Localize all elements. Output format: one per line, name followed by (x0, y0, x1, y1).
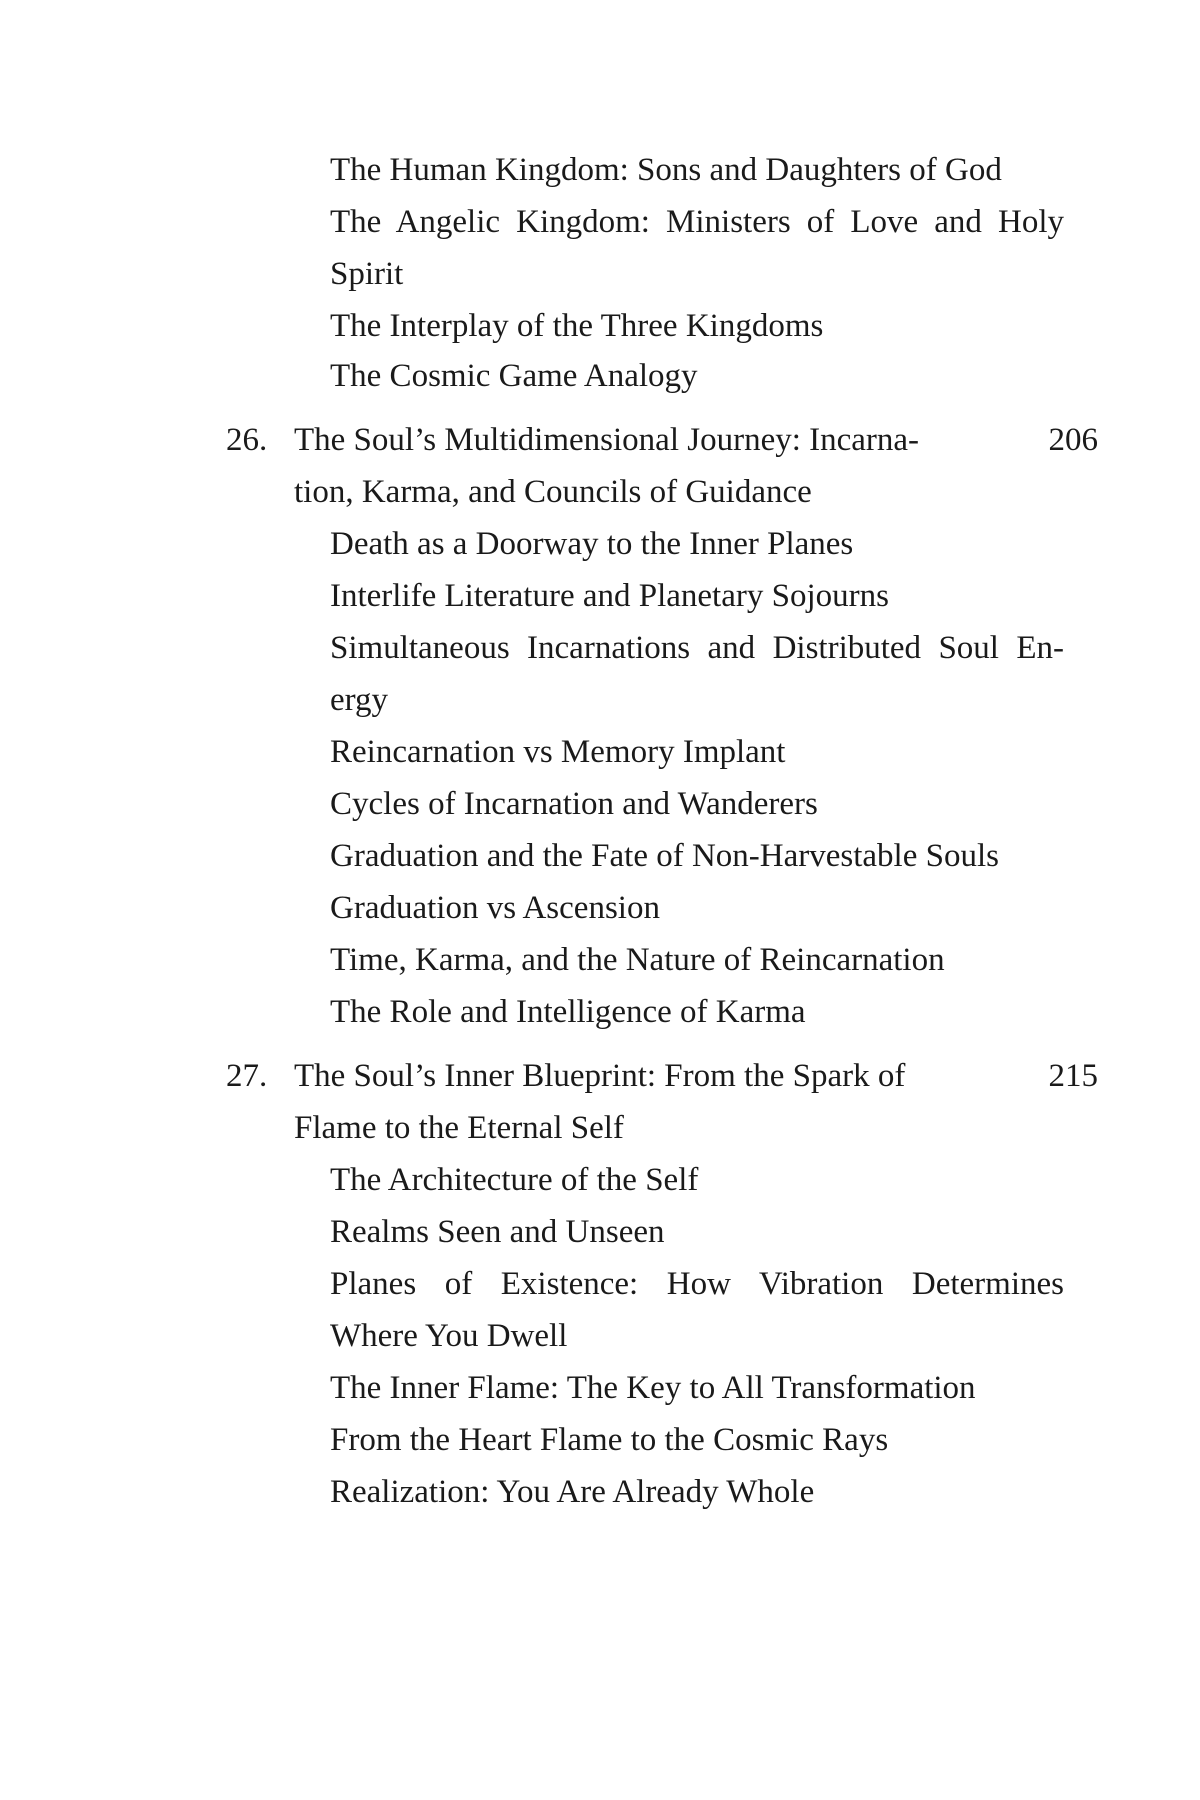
chapter-number: 26. (226, 422, 268, 458)
toc-subsection: Planes of Existence: How Vibration Determines (330, 1266, 1064, 1302)
toc-subsection-continued: Spirit (330, 256, 404, 292)
toc-subsection-continued: Where You Dwell (330, 1318, 568, 1354)
toc-subsection: Simultaneous Incarnations and Distributed Soul En- (330, 630, 1064, 666)
chapter-title-continued: Flame to the Eternal Self (294, 1110, 624, 1146)
chapter-number: 27. (226, 1058, 268, 1094)
toc-subsection: Reincarnation vs Memory Implant (330, 734, 786, 770)
toc-subsection: The Role and Intelligence of Karma (330, 994, 806, 1030)
toc-subsection: The Inner Flame: The Key to All Transformation (330, 1370, 976, 1406)
toc-subsection: From the Heart Flame to the Cosmic Rays (330, 1422, 889, 1458)
toc-subsection: Death as a Doorway to the Inner Planes (330, 526, 854, 562)
toc-subsection: Graduation and the Fate of Non-Harvestable Souls (330, 838, 999, 874)
chapter-title: The Soul’s Inner Blueprint: From the Spark of (294, 1058, 906, 1094)
toc-subsection: The Angelic Kingdom: Ministers of Love and Holy (330, 204, 1064, 240)
toc-subsection: Realization: You Are Already Whole (330, 1474, 815, 1510)
toc-subsection: Interlife Literature and Planetary Sojourns (330, 578, 889, 614)
chapter-page-number: 206 (1048, 422, 1098, 458)
toc-subsection-continued: ergy (330, 682, 389, 718)
toc-subsection: Realms Seen and Unseen (330, 1214, 665, 1250)
toc-subsection: The Human Kingdom: Sons and Daughters of God (330, 152, 1002, 188)
toc-subsection: Time, Karma, and the Nature of Reincarnation (330, 942, 945, 978)
toc-subsection: Cycles of Incarnation and Wanderers (330, 786, 818, 822)
toc-subsection: The Cosmic Game Analogy (330, 358, 698, 394)
toc-subsection: The Interplay of the Three Kingdoms (330, 308, 824, 344)
toc-subsection: The Architecture of the Self (330, 1162, 699, 1198)
chapter-title: The Soul’s Multidimensional Journey: Incarna- (294, 422, 920, 458)
chapter-title-continued: tion, Karma, and Councils of Guidance (294, 474, 812, 510)
toc-subsection: Graduation vs Ascension (330, 890, 660, 926)
chapter-page-number: 215 (1048, 1058, 1098, 1094)
